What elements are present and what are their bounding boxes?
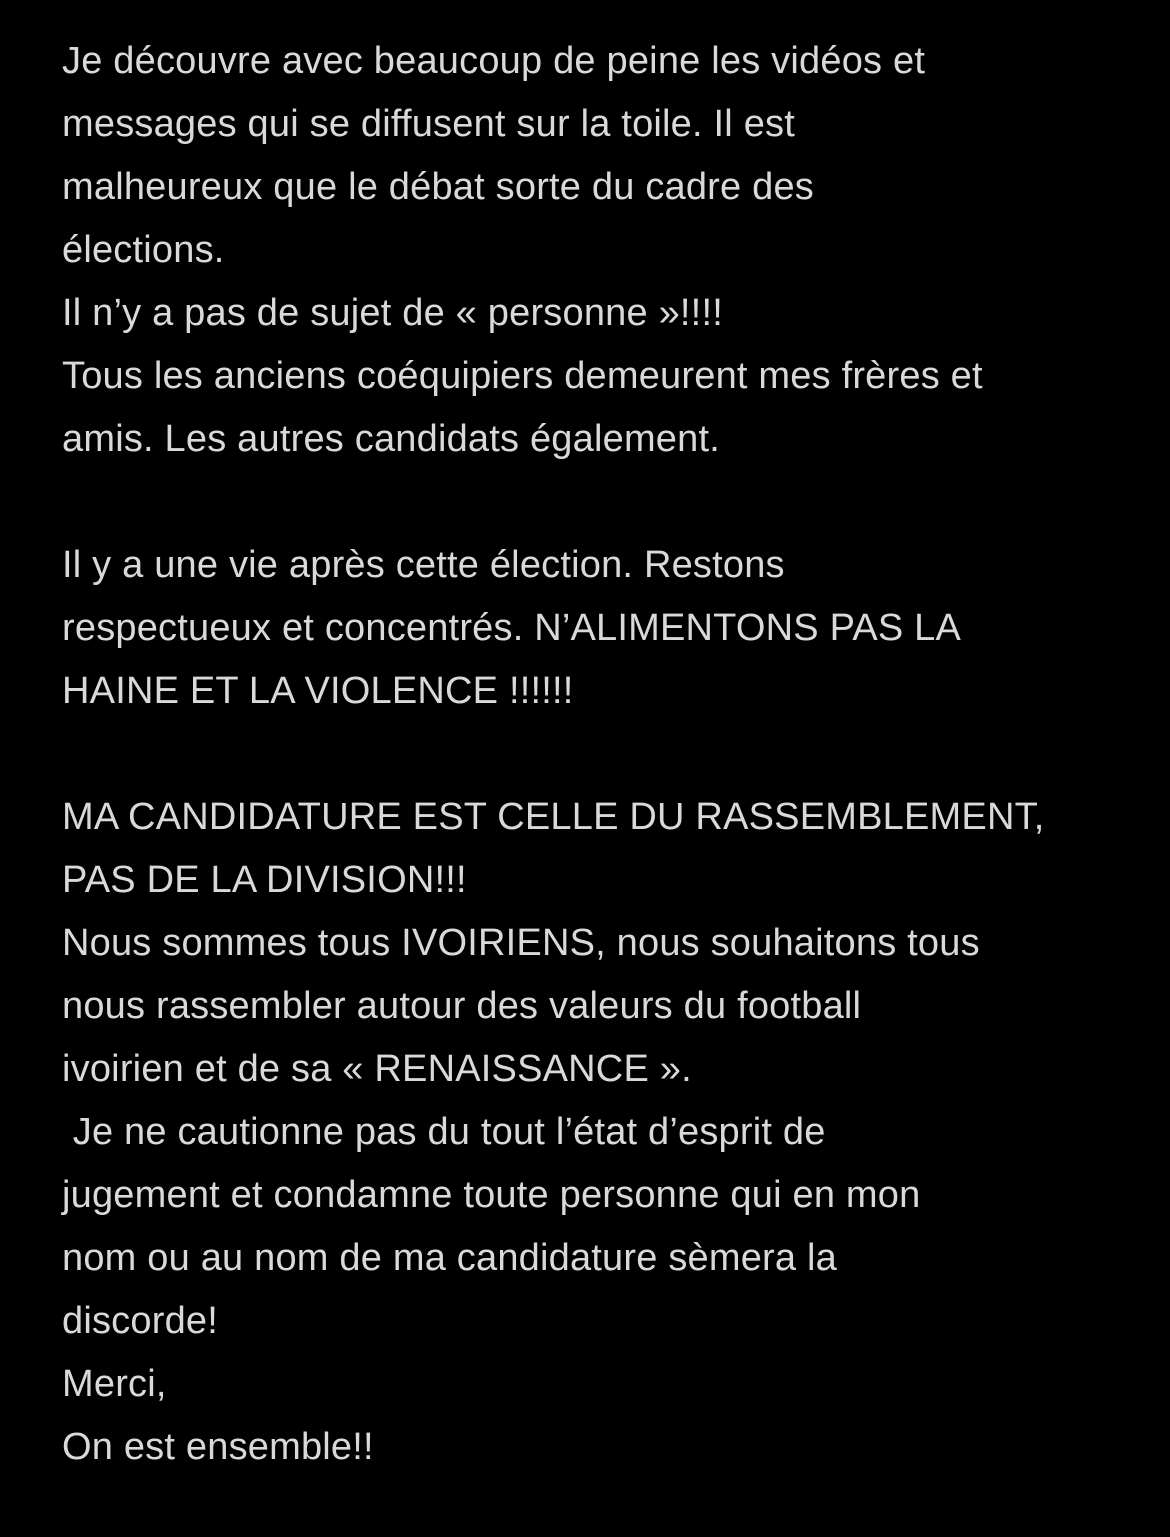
note-line: Il y a une vie après cette élection. Restons [62,544,785,586]
note-line: Merci, [62,1363,167,1405]
note-line: nom ou au nom de ma candidature sèmera la [62,1237,837,1279]
note-line: jugement et condamne toute personne qui en mon [62,1174,921,1216]
note-line: discorde! [62,1300,218,1342]
note-line: On est ensemble!! [62,1426,374,1468]
note-line: ivoirien et de sa « RENAISSANCE ». [62,1048,692,1090]
paragraph-spacer [62,471,1142,534]
note-line: respectueux et concentrés. N’ALIMENTONS PAS LA [62,607,962,649]
note-line: Il n’y a pas de sujet de « personne »!!!! [62,292,723,334]
note-line: amis. Les autres candidats également. [62,418,720,460]
note-line: PAS DE LA DIVISION!!! [62,859,467,901]
note-line: Tous les anciens coéquipiers demeurent mes frères et [62,355,983,397]
note-line: messages qui se diffusent sur la toile. Il est [62,103,795,145]
note-line: Je découvre avec beaucoup de peine les vidéos et [62,40,926,82]
paragraph-spacer [62,723,1142,786]
note-line: nous rassembler autour des valeurs du football [62,985,862,1027]
note-line: HAINE ET LA VIOLENCE !!!!!! [62,670,574,712]
note-text-body [62,30,1142,1479]
note-line: MA CANDIDATURE EST CELLE DU RASSEMBLEMENT, [62,796,1045,838]
note-line: Nous sommes tous IVOIRIENS, nous souhaitons tous [62,922,980,964]
note-line: Je ne cautionne pas du tout l’état d’esprit de [62,1111,826,1153]
note-line: élections. [62,229,225,271]
note-line: malheureux que le débat sorte du cadre des [62,166,814,208]
